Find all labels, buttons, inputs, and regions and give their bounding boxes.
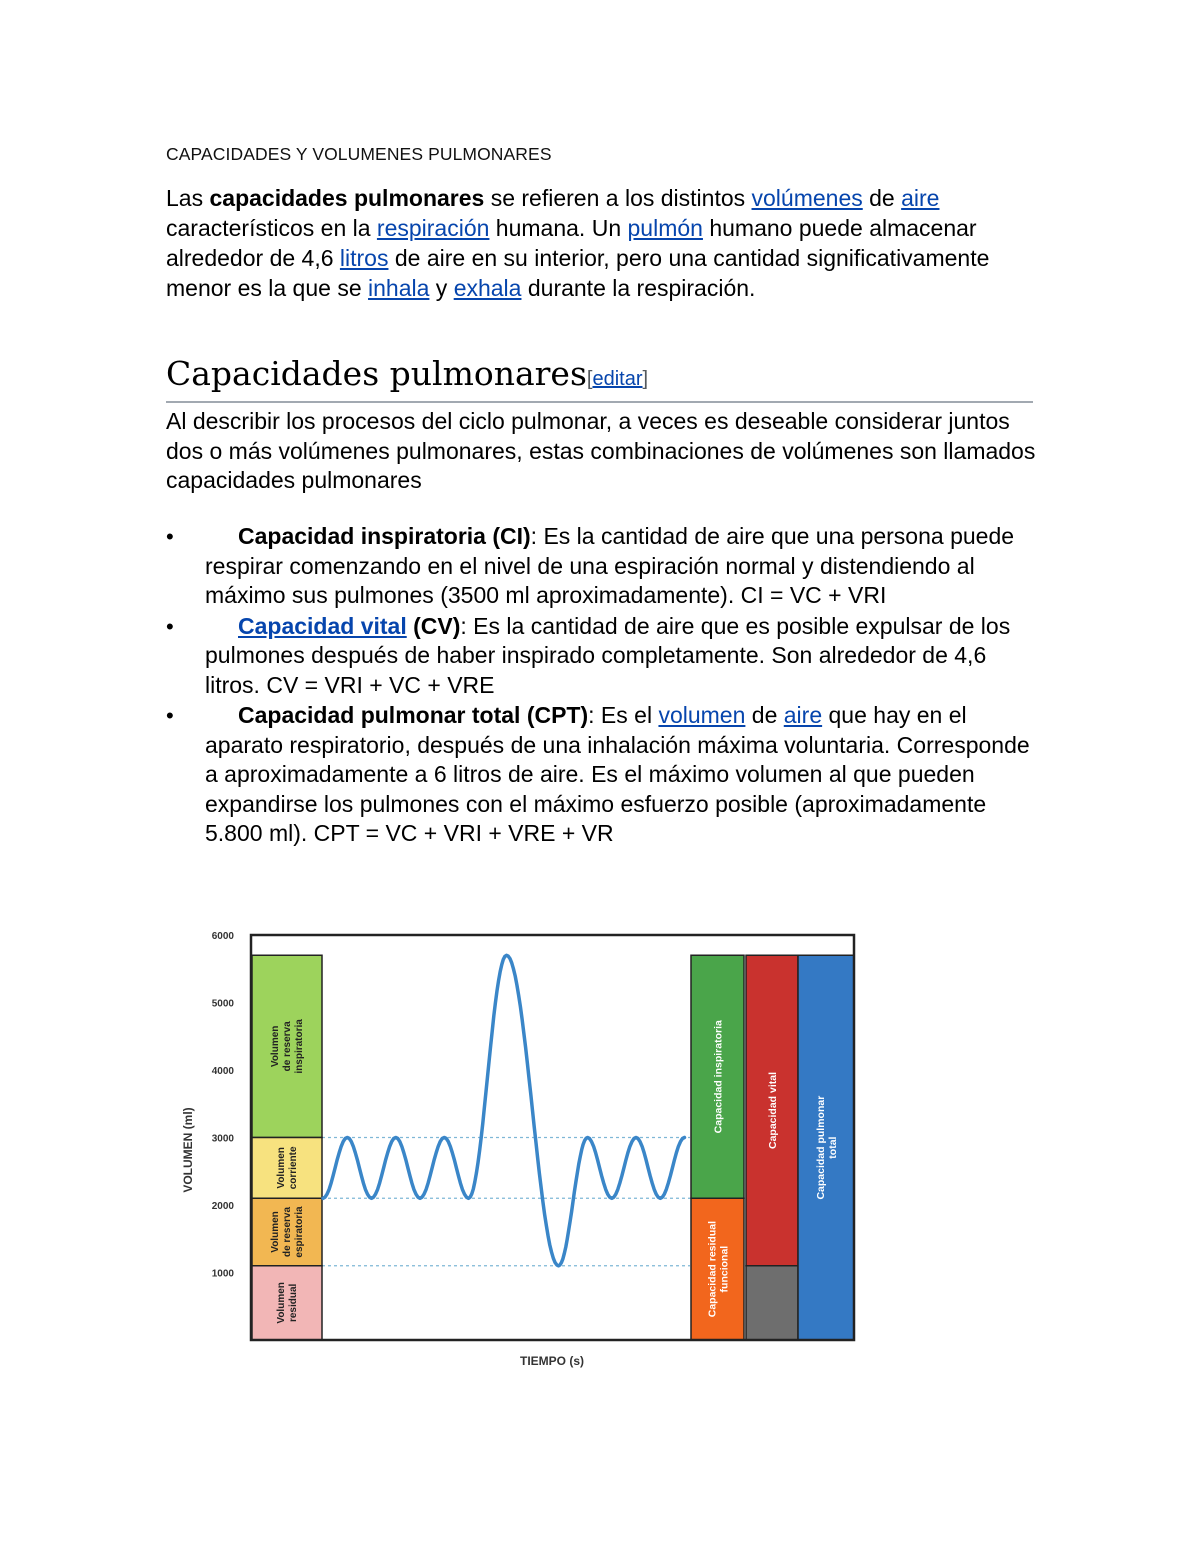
volume-bar-label: Volumencorriente [276,1146,299,1190]
link-inhala[interactable]: inhala [368,275,430,301]
volume-bar-label: Volumenresidual [276,1282,299,1324]
y-axis-label: VOLUMEN (ml) [181,1107,195,1193]
y-tick-label: 1000 [211,1268,234,1280]
link-capacidad-vital[interactable]: Capacidad vital [238,612,407,639]
term-capacidad-inspiratoria: Capacidad inspiratoria (CI) [238,523,531,549]
capacity-bar-label: Capacidad pulmonartotal [815,1095,839,1200]
link-litros[interactable]: litros [339,245,389,271]
capacity-bar-label: Capacidad residualfuncional [706,1220,731,1318]
y-tick-label: 5000 [211,998,234,1010]
list-item: • Capacidad vital (CV): Es la cantidad de aire que es posible expulsar de los pulmones después de haber inspirado completamente. Son alrededor de 4,6 litros. CV = VRI + VC + VRE [166,612,1011,698]
link-pulmon[interactable]: pulmón [627,215,703,241]
y-tick-label: 6000 [211,931,234,942]
intro-bold-term: capacidades pulmonares [209,185,485,211]
y-tick-label: 4000 [211,1066,234,1077]
section-heading-text: Capacidades pulmonares [166,354,587,393]
x-axis-label: TIEMPO (s) [519,1354,585,1368]
y-tick-label: 3000 [211,1133,234,1145]
link-volumen[interactable]: volumen [658,702,746,728]
link-aire[interactable]: aire [901,185,940,211]
volume-bar-label: Volumende reservaespiratoria [270,1206,305,1258]
capacity-bar-label: Capacidad vital [767,1071,779,1150]
link-respiracion[interactable]: respiración [376,215,490,241]
term-capacidad-pulmonar-total: Capacidad pulmonar total (CPT) [238,702,589,728]
intro-paragraph: Las capacidades pulmonares se refieren a los distintos volúmenes de aire característicos en la respiración humana. Un pulmón humano puede almacenar alrededor de 4,6 litros de aire en su interior, pero una cantidad significativamente menor es la que se inhala y exhala durante la respiración. [166,185,990,301]
section-paragraph: Al describir los procesos del ciclo pulmonar, a veces es deseable considerar juntos dos o más volúmenes pulmonares, estas combinaciones de volúmenes son llamados capacidades pulmonares [166,408,1036,493]
bullet-marker: • [166,613,174,639]
capacity-bar [746,1266,798,1340]
lung-volumes-chart [170,920,870,1380]
list-item: • Capacidad inspiratoria (CI): Es la cantidad de aire que una persona puede respirar comenzando en el nivel de una espiración normal y distendiendo al máximo sus pulmones (3500 ml aproximadamente). CI = VC + VRI [166,523,1015,608]
capacity-bar-label: Capacidad inspiratoria [712,1020,725,1134]
y-tick-label: 2000 [211,1201,234,1212]
bullet-marker: • [166,703,174,728]
link-volumenes[interactable]: volúmenes [751,185,863,211]
link-exhala[interactable]: exhala [453,275,522,301]
bullet-marker: • [166,524,174,549]
chart-svg [170,920,870,1380]
volume-bar-label: Volumende reservainspiratoria [270,1019,305,1074]
list-item: • Capacidad pulmonar total (CPT): Es el volumen de aire que hay en el aparato respiratorio, después de una inhalación máxima voluntaria. Corresponde a aproximadamente a 6 litros de aire. Es el máximo volumen al que pueden expandirse los pulmones con el máximo esfuerzo posible (aproximadamente 5.800 ml). CPT = VC + VRI + VRE + VR [166,702,1030,846]
section-heading [166,352,1033,403]
document-title: CAPACIDADES Y VOLUMENES PULMONARES [166,144,552,164]
volume-bar [252,1266,322,1340]
link-aire-2[interactable]: aire [783,702,823,728]
volume-trace [323,955,685,1266]
volume-bar [252,1138,322,1199]
capacities-list [166,522,1046,850]
edit-section: [editar] [586,368,649,390]
edit-link[interactable]: editar [592,368,643,390]
